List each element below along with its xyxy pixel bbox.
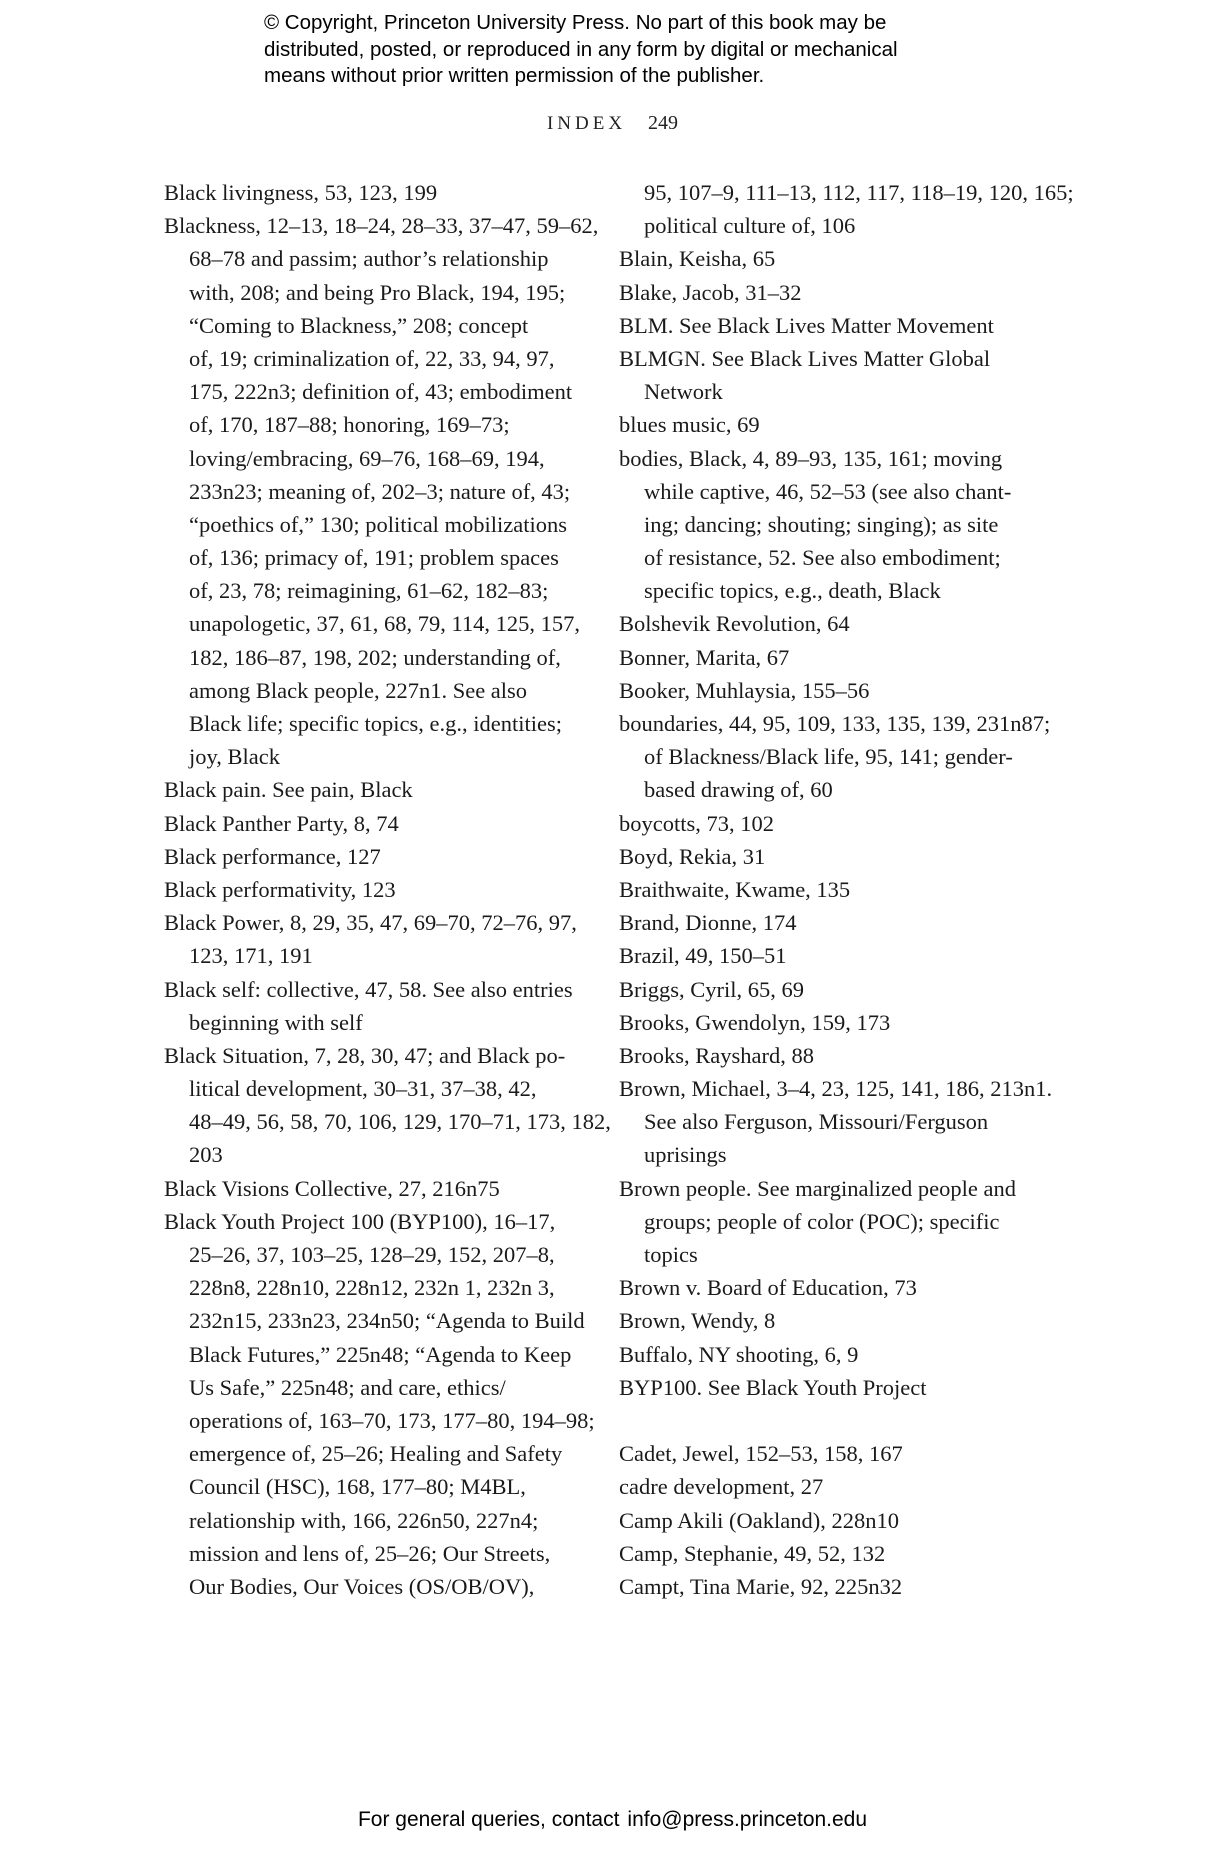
index-entry: bodies, Black, 4, 89–93, 135, 161; moving bbox=[619, 445, 1003, 471]
index-entry: Black self: collective, 47, 58. See also entries bbox=[164, 976, 573, 1002]
index-entry-continuation: Our Bodies, Our Voices (OS/OB/OV), bbox=[189, 1573, 535, 1599]
index-entry-continuation: 123, 171, 191 bbox=[189, 943, 313, 969]
index-entry-continuation: operations of, 163–70, 173, 177–80, 194–98; bbox=[189, 1407, 595, 1433]
index-entry: BLMGN. See Black Lives Matter Global bbox=[619, 345, 991, 371]
index-entry: Boyd, Rekia, 31 bbox=[619, 843, 766, 869]
index-entry-continuation: Network bbox=[644, 379, 723, 405]
index-entry-continuation: of, 23, 78; reimagining, 61–62, 182–83; bbox=[189, 578, 549, 604]
index-entry-continuation: among Black people, 227n1. See also bbox=[189, 677, 528, 703]
index-entry-continuation: uprisings bbox=[644, 1142, 727, 1168]
running-head bbox=[0, 112, 1225, 135]
index-entry-continuation: 48–49, 56, 58, 70, 106, 129, 170–71, 173, 182, bbox=[189, 1109, 611, 1135]
index-entry-continuation: Black Futures,” 225n48; “Agenda to Keep bbox=[189, 1341, 572, 1367]
index-entry: Brown, Michael, 3–4, 23, 125, 141, 186, 213n1. bbox=[619, 1076, 1053, 1102]
index-entry-continuation: 203 bbox=[189, 1142, 223, 1168]
index-entry-continuation: Black life; specific topics, e.g., identities; bbox=[189, 711, 563, 736]
index-entry: BYP100. See Black Youth Project bbox=[619, 1374, 927, 1400]
index-entry: Cadet, Jewel, 152–53, 158, 167 bbox=[619, 1441, 903, 1467]
copyright-line: © Copyright, Princeton University Press. No part of this book may be bbox=[264, 11, 887, 34]
index-entry-continuation: groups; people of color (POC); specific bbox=[644, 1208, 1000, 1234]
index-entry-continuation: of Blackness/Black life, 95, 141; gender- bbox=[644, 744, 1013, 770]
index-entry: blues music, 69 bbox=[619, 412, 760, 438]
index-entry-continuation: emergence of, 25–26; Healing and Safety bbox=[189, 1441, 563, 1467]
index-entry-continuation: while captive, 46, 52–53 (see also chant- bbox=[644, 478, 1012, 504]
index-entry: Brown, Wendy, 8 bbox=[619, 1308, 776, 1334]
index-entry-continuation: See also Ferguson, Missouri/Ferguson bbox=[644, 1109, 989, 1135]
index-entry: Bonner, Marita, 67 bbox=[619, 644, 790, 670]
footer bbox=[0, 1808, 1225, 1832]
index-entry: Brand, Dionne, 174 bbox=[619, 910, 797, 936]
index-entry: Black Situation, 7, 28, 30, 47; and Black po- bbox=[164, 1042, 566, 1068]
index-entry: Campt, Tina Marie, 92, 225n32 bbox=[619, 1573, 903, 1599]
index-entry: Blackness, 12–13, 18–24, 28–33, 37–47, 59–62, bbox=[164, 213, 599, 239]
index-entry: Booker, Muhlaysia, 155–56 bbox=[619, 677, 870, 703]
index-entry: Brooks, Gwendolyn, 159, 173 bbox=[619, 1009, 891, 1035]
index-section-gap bbox=[619, 1404, 1039, 1437]
index-entry: Brown v. Board of Education, 73 bbox=[619, 1275, 917, 1301]
running-head-label: INDEX bbox=[546, 113, 627, 134]
index-entry-continuation: of, 136; primacy of, 191; problem spaces bbox=[189, 545, 559, 571]
index-entry-continuation: 232n15, 233n23, 234n50; “Agenda to Build bbox=[189, 1308, 585, 1334]
index-entry-continuation: Us Safe,” 225n48; and care, ethics/ bbox=[189, 1374, 506, 1400]
index-entry: Brown people. See marginalized people and bbox=[619, 1175, 1016, 1201]
index-entry: Black pain. See pain, Black bbox=[164, 777, 413, 803]
index-entry-continuation: joy, Black bbox=[189, 744, 281, 770]
copyright-line: distributed, posted, or reproduced in any form by digital or mechanical bbox=[264, 37, 898, 61]
index-entry: Brazil, 49, 150–51 bbox=[619, 943, 787, 969]
index-column-right bbox=[619, 176, 1074, 1603]
index-entry: Black Visions Collective, 27, 216n75 bbox=[164, 1175, 500, 1201]
index-entry-continuation: relationship with, 166, 226n50, 227n4; bbox=[189, 1507, 539, 1533]
index-entry-continuation: 228n8, 228n10, 228n12, 232n 1, 232n 3, bbox=[189, 1275, 555, 1301]
index-entry-continuation: 182, 186–87, 198, 202; understanding of, bbox=[189, 644, 561, 670]
index-entry: BLM. See Black Lives Matter Movement bbox=[619, 312, 994, 338]
index-entry-continuation: 175, 222n3; definition of, 43; embodiment bbox=[189, 379, 573, 405]
index-entry-continuation: “Coming to Blackness,” 208; concept bbox=[189, 312, 529, 338]
index-entry: Bolshevik Revolution, 64 bbox=[619, 611, 850, 637]
index-column-left bbox=[164, 176, 611, 1603]
index-entry: Black Panther Party, 8, 74 bbox=[164, 810, 399, 836]
index-entry-continuation: mission and lens of, 25–26; Our Streets, bbox=[189, 1540, 551, 1566]
index-entry-continuation: 25–26, 37, 103–25, 128–29, 152, 207–8, bbox=[189, 1242, 555, 1267]
index-entry-continuation: with, 208; and being Pro Black, 194, 195; bbox=[189, 279, 566, 305]
footer-label: For general queries, contact bbox=[357, 1808, 620, 1831]
index-entry: Braithwaite, Kwame, 135 bbox=[619, 876, 851, 902]
index-entry: Briggs, Cyril, 65, 69 bbox=[619, 976, 805, 1002]
index-entry: Black performativity, 123 bbox=[164, 876, 396, 902]
index-entry-continuation: of, 19; criminalization of, 22, 33, 94, 97, bbox=[189, 345, 555, 371]
index-entry-continuation: 68–78 and passim; author’s relationship bbox=[189, 246, 549, 272]
index-entry: cadre development, 27 bbox=[619, 1474, 824, 1500]
index-entry-continuation: “poethics of,” 130; political mobilizations bbox=[189, 511, 568, 537]
index-entry-continuation: specific topics, e.g., death, Black bbox=[644, 578, 941, 604]
index-entry: Blain, Keisha, 65 bbox=[619, 246, 776, 272]
index-entry: boundaries, 44, 95, 109, 133, 135, 139, 231n87; bbox=[619, 711, 1051, 736]
index-entry-continuation: 95, 107–9, 111–13, 112, 117, 118–19, 120, 165; bbox=[644, 180, 1074, 205]
index-entry: Camp Akili (Oakland), 228n10 bbox=[619, 1507, 899, 1533]
index-entry-continuation: beginning with self bbox=[189, 1009, 363, 1035]
index-entry-continuation: of, 170, 187–88; honoring, 169–73; bbox=[189, 412, 510, 438]
index-entry: Black Youth Project 100 (BYP100), 16–17, bbox=[164, 1208, 556, 1234]
copyright-notice bbox=[264, 10, 1024, 90]
index-entry: Buffalo, NY shooting, 6, 9 bbox=[619, 1341, 859, 1367]
index-entry-continuation: 233n23; meaning of, 202–3; nature of, 43; bbox=[189, 478, 571, 504]
index-entry-continuation: loving/embracing, 69–76, 168–69, 194, bbox=[189, 445, 545, 471]
index-entry-continuation: political culture of, 106 bbox=[644, 213, 856, 239]
index-entry: boycotts, 73, 102 bbox=[619, 810, 774, 836]
page-number: 249 bbox=[648, 112, 679, 134]
index-entry: Brooks, Rayshard, 88 bbox=[619, 1042, 814, 1068]
index-entry-continuation: ing; dancing; shouting; singing); as site bbox=[644, 511, 999, 537]
index-entry: Black Power, 8, 29, 35, 47, 69–70, 72–76, 97, bbox=[164, 910, 577, 936]
footer-email[interactable]: info@press.princeton.edu bbox=[627, 1808, 868, 1831]
copyright-line: means without prior written permission of the publisher. bbox=[264, 64, 765, 87]
index-entry: Black livingness, 53, 123, 199 bbox=[164, 180, 438, 205]
index-entry: Camp, Stephanie, 49, 52, 132 bbox=[619, 1540, 886, 1566]
index-entry-continuation: topics bbox=[644, 1242, 698, 1267]
index-entry: Black performance, 127 bbox=[164, 843, 381, 869]
index-entry-continuation: unapologetic, 37, 61, 68, 79, 114, 125, 157, bbox=[189, 611, 581, 637]
index-entry-continuation: based drawing of, 60 bbox=[644, 777, 833, 803]
index-entry-continuation: Council (HSC), 168, 177–80; M4BL, bbox=[189, 1474, 526, 1500]
index-entry-continuation: litical development, 30–31, 37–38, 42, bbox=[189, 1076, 537, 1102]
index-entry-continuation: of resistance, 52. See also embodiment; bbox=[644, 545, 1001, 571]
index-entry: Blake, Jacob, 31–32 bbox=[619, 279, 802, 305]
